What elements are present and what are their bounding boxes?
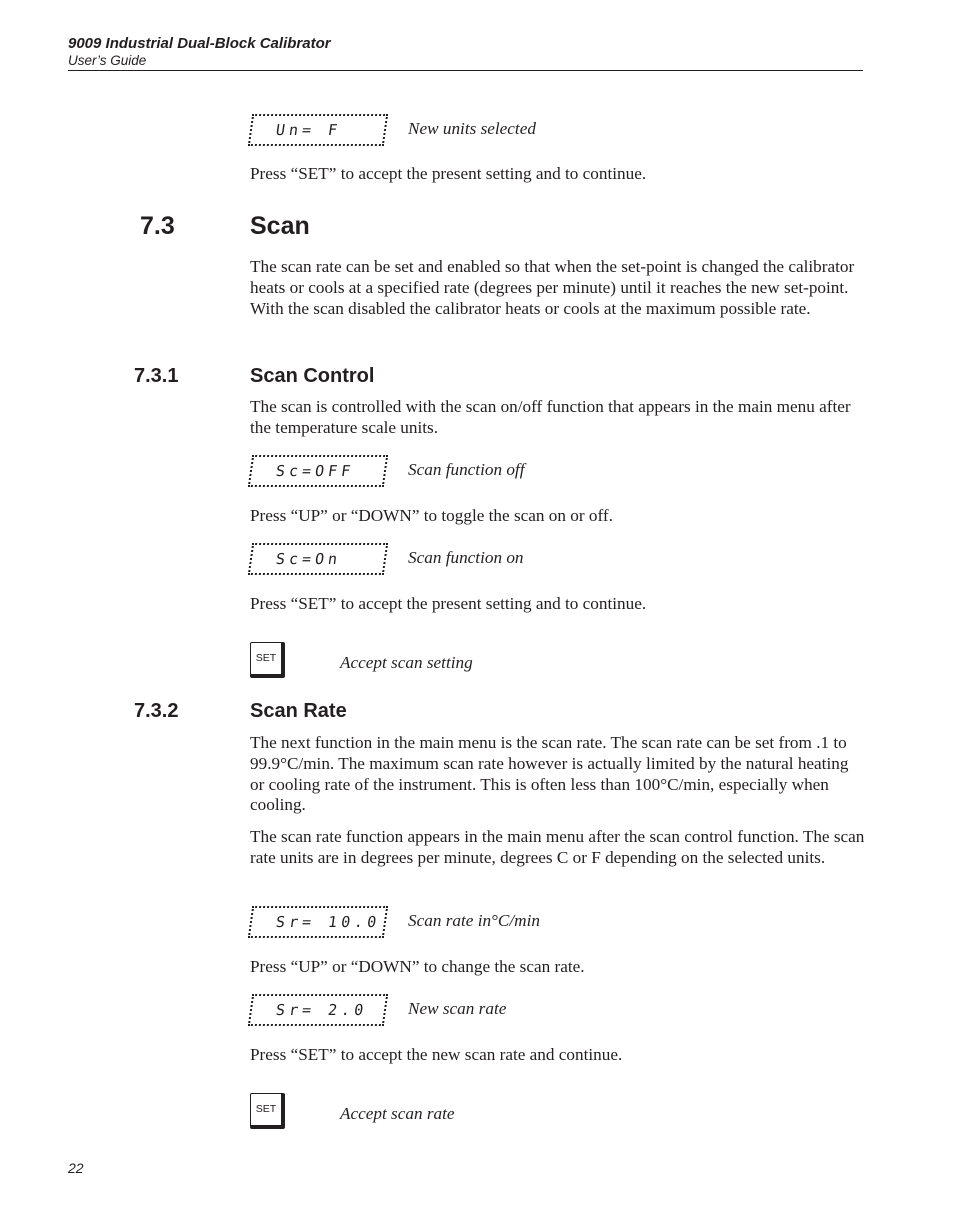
subsection-paragraph: The scan is controlled with the scan on/off function that appears in the main menu after the temperature scale units. (250, 397, 851, 437)
section-number: 7.3 (140, 212, 175, 240)
set-key-caption: Accept scan setting (340, 653, 473, 672)
subsection-number: 7.3.2 (134, 700, 179, 722)
set-key-icon: SET (250, 642, 285, 678)
set-key-icon: SET (250, 1093, 285, 1129)
instruction-press-set: Press “SET” to accept the present setting and to continue. (250, 594, 647, 613)
lcd-text: Un= F (274, 121, 343, 139)
lcd-caption-scan-on: Scan function on (408, 548, 524, 567)
lcd-text: Sr= 2.0 (274, 1001, 369, 1019)
subsection-paragraph: The scan rate function appears in the main menu after the scan control function. The scan rate units are in degrees per minute, degrees C or F depending on the selected units. (250, 827, 865, 867)
instruction-change-rate: Press “UP” or “DOWN” to change the scan rate. (250, 957, 585, 976)
lcd-display-scan-rate (248, 906, 388, 938)
instruction-press-set: Press “SET” to accept the new scan rate and continue. (250, 1045, 623, 1064)
subsection-title: Scan Rate (250, 700, 347, 722)
instruction-toggle: Press “UP” or “DOWN” to toggle the scan on or off. (250, 506, 613, 525)
subsection-number: 7.3.1 (134, 365, 179, 387)
lcd-text: Sc=OFF (274, 462, 356, 480)
document-title: 9009 Industrial Dual-Block Calibrator (68, 35, 331, 52)
page-number: 22 (68, 1160, 84, 1176)
document-subtitle: User’s Guide (68, 53, 147, 68)
subsection-paragraph: The next function in the main menu is the scan rate. The scan rate can be set from .1 to 99.9°C/min. The maximum scan rate however is actually limited by the natural heating or cooling rate of the instrument. This is often less than 100°C/min, especially when cooling. (250, 733, 849, 815)
section-title: Scan (250, 212, 310, 240)
instruction-press-set: Press “SET” to accept the present setting and to continue. (250, 164, 647, 183)
lcd-text: Sr= 10.0 (274, 913, 382, 931)
lcd-caption-scan-rate: Scan rate in°C/min (408, 911, 540, 930)
lcd-display-units (248, 114, 388, 146)
lcd-display-new-rate (248, 994, 388, 1026)
lcd-display-scan-off (248, 455, 388, 487)
section-paragraph: The scan rate can be set and enabled so that when the set-point is changed the calibrator heats or cools at a specified rate (degrees per minute) until it reaches the new set-point. With the scan disabled the calibrator heats or cools at the maximum possible rate. (250, 257, 855, 318)
set-key-caption: Accept scan rate (340, 1104, 455, 1123)
lcd-caption-new-rate: New scan rate (408, 999, 507, 1018)
lcd-caption-units: New units selected (408, 119, 536, 138)
header-divider (68, 70, 863, 71)
subsection-title: Scan Control (250, 365, 375, 387)
lcd-text: Sc=On (274, 550, 343, 568)
lcd-caption-scan-off: Scan function off (408, 460, 525, 479)
lcd-display-scan-on (248, 543, 388, 575)
